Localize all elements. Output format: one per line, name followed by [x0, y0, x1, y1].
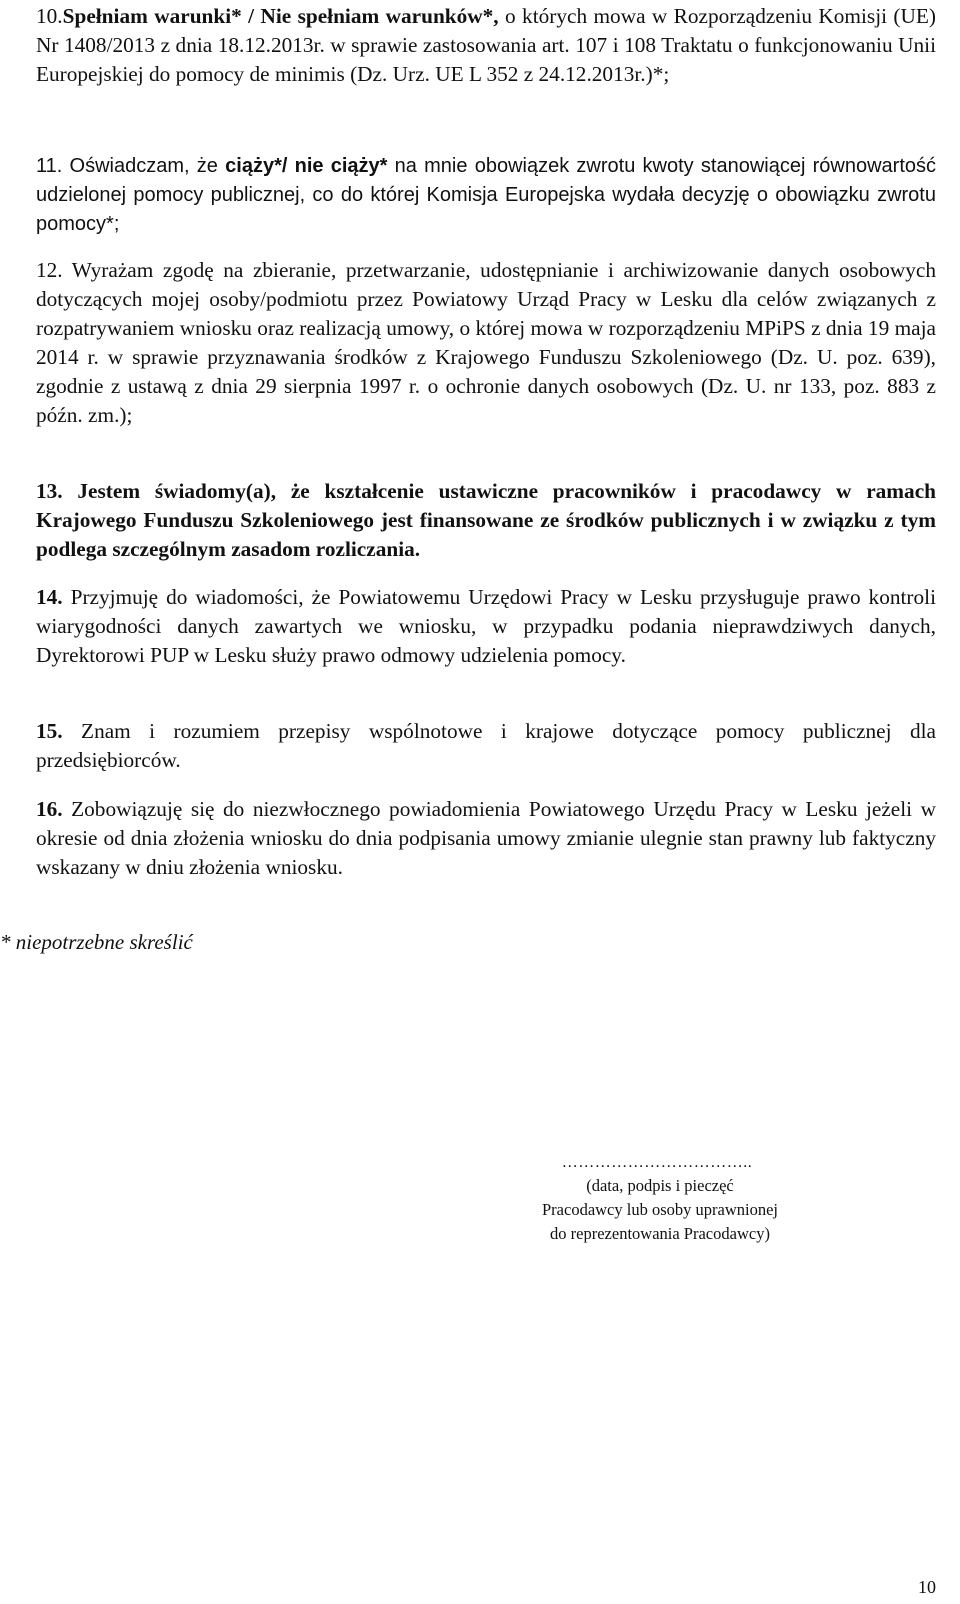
item-text: o których mowa w Rozporządzeniu Komisji (UE) Nr 1408/2013 z dnia 18.12.2013r. w sprawie zastosowania art. 107 i 108 Traktatu o funkcjonowaniu Unii Europejskiej do pomocy de minimis (Dz. Urz. UE L 352 z 24.12.2013r.)*;	[36, 4, 936, 86]
item-text: Znam i rozumiem przepisy wspólnotowe i krajowe dotyczące pomocy publicznej dla przedsiębiorców.	[36, 719, 936, 772]
footnote: * niepotrzebne skreślić	[0, 930, 193, 954]
declaration-item-12	[36, 256, 936, 430]
declaration-item-16	[36, 795, 936, 882]
declaration-item-11	[36, 152, 936, 239]
declaration-item-13	[36, 477, 936, 564]
item-number: 16.	[36, 797, 63, 821]
item-text-after: na mnie obowiązek zwrotu kwoty stanowiącej równowartość udzielonej pomocy publicznej, co do której Komisja Europejska wydała decyzję o obowiązku zwrotu pomocy*;	[36, 155, 936, 235]
item-number: 12.	[36, 258, 63, 282]
item-number: 15.	[36, 719, 63, 743]
item-text-before: Oświadczam, że	[62, 155, 226, 177]
item-text: Jestem świadomy(a), że kształcenie ustawiczne pracowników i pracodawcy w ramach Krajowego Funduszu Szkoleniowego jest finansowane ze środków publicznych i w związku z tym podlega szczególnym zasadom rozliczania.	[36, 479, 936, 561]
declaration-item-15	[36, 717, 936, 775]
item-number: 14.	[36, 585, 63, 609]
page-number: 10	[918, 1577, 936, 1597]
signature-line: ……………………………..	[561, 1154, 753, 1171]
item-text: Przyjmuję do wiadomości, że Powiatowemu Urzędowi Pracy w Lesku przysługuje prawo kontroli wiarygodności danych zawartych we wniosku, w przypadku podania nieprawdziwych danych, Dyrektorowi PUP w Lesku służy prawo odmowy udzielenia pomocy.	[36, 585, 936, 667]
item-number: 13.	[36, 479, 63, 503]
item-bold-lead: Spełniam warunki* / Nie spełniam warunków*,	[62, 4, 499, 28]
declaration-item-10	[36, 2, 936, 89]
signature-caption-line-2: Pracodawcy lub osoby uprawnionej	[542, 1200, 778, 1219]
item-number: 11.	[36, 155, 63, 177]
signature-block	[480, 1152, 840, 1246]
item-text: Wyrażam zgodę na zbieranie, przetwarzanie, udostępnianie i archiwizowanie danych osobowych dotyczących mojej osoby/podmiotu przez Powiatowy Urząd Pracy w Lesku dla celów związanych z rozpatrywaniem wniosku oraz realizacją umowy, o której mowa w rozporządzeniu MPiPS z dnia 19 maja 2014 r. w sprawie przyznawania środków z Krajowego Funduszu Szkoleniowego (Dz. U. poz. 639), zgodnie z ustawą z dnia 29 sierpnia 1997 r. o ochronie danych osobowych (Dz. U. nr 133, poz. 883 z późn. zm.);	[36, 258, 936, 427]
signature-caption-line-1: (data, podpis i pieczęć	[586, 1176, 734, 1195]
declaration-item-14	[36, 583, 936, 670]
item-text: Zobowiązuję się do niezwłocznego powiadomienia Powiatowego Urzędu Pracy w Lesku jeżeli w okresie od dnia złożenia wniosku do dnia podpisania umowy zmianie ulegnie stan prawny lub faktyczny wskazany w dniu złożenia wniosku.	[36, 797, 936, 879]
signature-caption-line-3: do reprezentowania Pracodawcy)	[550, 1224, 770, 1243]
item-number: 10.	[36, 4, 63, 28]
item-bold-mid: ciąży*/ nie ciąży*	[225, 155, 388, 177]
